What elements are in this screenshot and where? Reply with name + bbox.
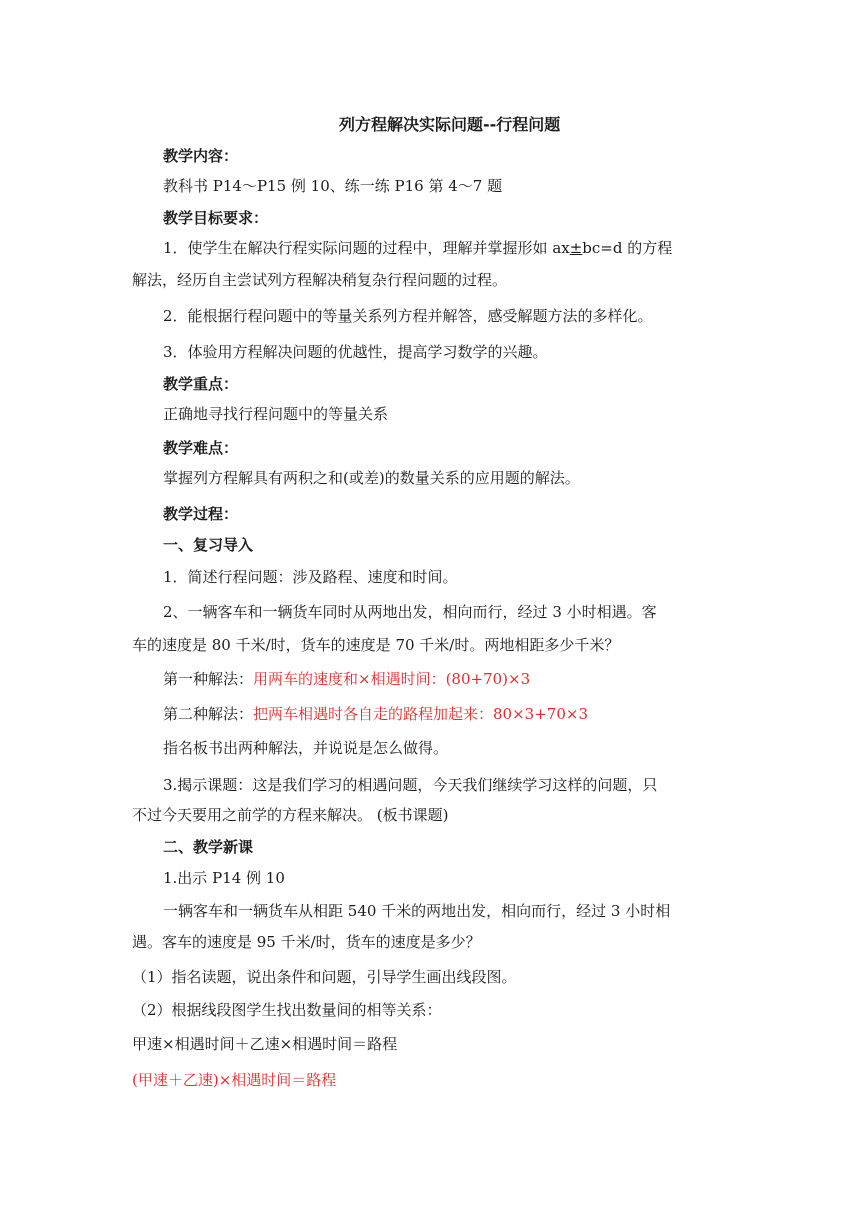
goal-2: 2．能根据行程问题中的等量关系列方程并解答，感受解题方法的多样化。 — [163, 307, 653, 325]
goals-heading: 教学目标要求： — [163, 209, 269, 227]
difficulty-text: 掌握列方程解具有两积之和(或差)的数量关系的应用题的解法。 — [163, 469, 580, 487]
method-2-label: 第二种解法： — [163, 705, 254, 723]
example-label: 1.出示 P14 例 10 — [163, 869, 285, 887]
document-title: 列方程解决实际问题--行程问题 — [339, 115, 561, 134]
key-point-heading: 教学重点： — [163, 375, 239, 393]
review-item-2-line-1: 2、一辆客车和一辆货车同时从两地出发，相向而行，经过 3 小时相遇。客 — [163, 603, 657, 621]
section-1-heading: 一、复习导入 — [163, 536, 254, 554]
board-instruction: 指名板书出两种解法，并说说是怎么做得。 — [163, 739, 449, 757]
review-item-2-line-2: 车的速度是 80 千米/时，货车的速度是 70 千米/时。两地相距多少千米？ — [132, 636, 620, 654]
content-text: 教科书 P14～P15 例 10、练一练 P16 第 4～7 题 — [163, 177, 503, 195]
reveal-topic-line-2: 不过今天要用之前学的方程来解决。 (板书课题) — [132, 806, 449, 824]
step-2: （2）根据线段图学生找出数量间的相等关系： — [132, 1001, 442, 1019]
goal-3: 3．体验用方程解决问题的优越性，提高学习数学的兴趣。 — [163, 343, 548, 361]
reveal-topic-line-1: 3.揭示课题：这是我们学习的相遇问题，今天我们继续学习这样的问题，只 — [163, 776, 658, 794]
review-item-1: 1．简述行程问题：涉及路程、速度和时间。 — [163, 568, 458, 586]
content-heading: 教学内容： — [163, 147, 239, 165]
method-2 — [163, 704, 588, 724]
method-1-label: 第一种解法： — [163, 670, 254, 688]
step-1: （1）指名读题，说出条件和问题，引导学生画出线段图。 — [132, 968, 517, 986]
goal-1-line-1: 1．使学生在解决行程实际问题的过程中，理解并掌握形如 ax±bc=d 的方程 — [163, 239, 673, 257]
example-line-2: 遇。客车的速度是 95 千米/时，货车的速度是多少？ — [132, 933, 481, 951]
section-2-heading: 二、教学新课 — [163, 838, 254, 856]
key-point-text: 正确地寻找行程问题中的等量关系 — [163, 405, 389, 423]
method-1-text: 用两车的速度和×相遇时间：(80+70)×3 — [253, 670, 531, 688]
goal-1-line-2: 解法，经历自主尝试列方程解决稍复杂行程问题的过程。 — [132, 271, 508, 289]
method-1 — [163, 669, 530, 689]
example-line-1: 一辆客车和一辆货车从相距 540 千米的两地出发，相向而行，经过 3 小时相 — [163, 902, 671, 920]
method-2-text: 把两车相遇时各自走的路程加起来：80×3+70×3 — [253, 705, 588, 723]
process-heading: 教学过程： — [163, 505, 239, 523]
relation-1: 甲速×相遇时间＋乙速×相遇时间＝路程 — [132, 1035, 398, 1053]
relation-2: (甲速＋乙速)×相遇时间＝路程 — [132, 1071, 337, 1089]
difficulty-heading: 教学难点： — [163, 439, 239, 457]
